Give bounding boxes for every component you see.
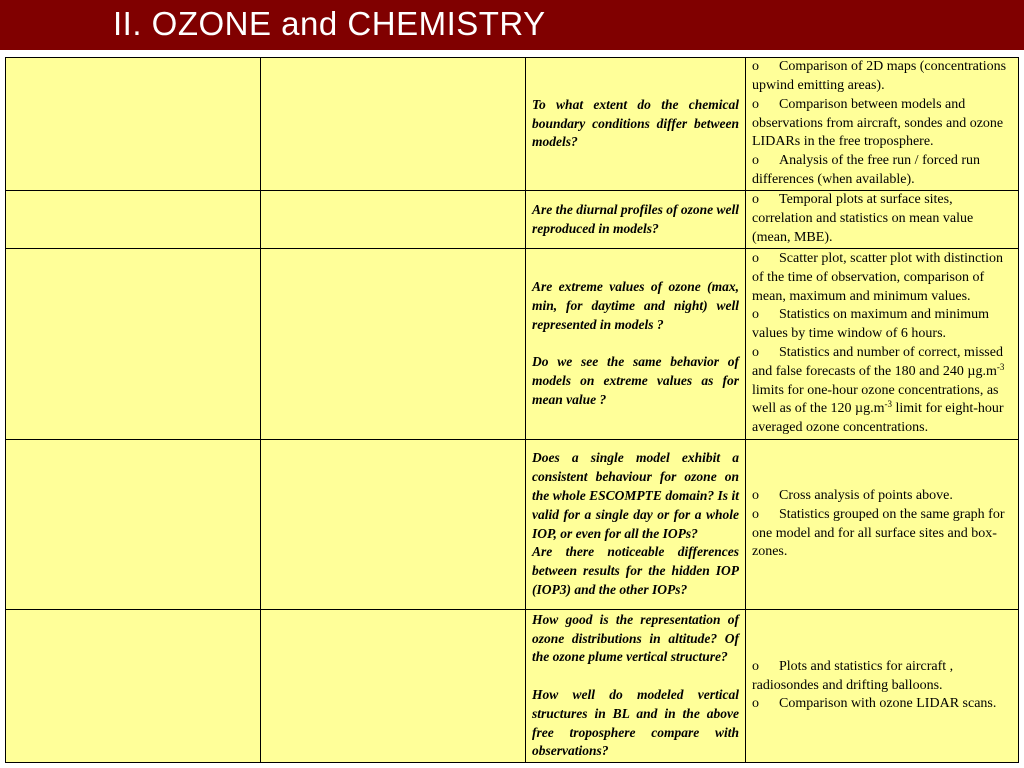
empty-cell xyxy=(6,610,261,763)
method-text: Statistics grouped on the same graph for one model and for all surface sites and box-zones. xyxy=(752,506,1005,560)
table-row xyxy=(6,191,1019,249)
question-cell xyxy=(526,249,746,440)
empty-cell xyxy=(261,610,526,763)
list-item xyxy=(752,506,1012,562)
bullet-icon: o xyxy=(752,251,759,267)
bullet-icon: o xyxy=(752,506,759,522)
table-row xyxy=(6,58,1019,191)
question-text: How good is the representation of ozone distributions in altitude? Of the ozone plume vertical structure? xyxy=(532,611,739,665)
empty-cell xyxy=(261,440,526,610)
superscript: -3 xyxy=(884,399,892,410)
slide-title: II. OZONE and CHEMISTRY xyxy=(113,5,546,42)
list-item xyxy=(752,96,1012,152)
method-text: Analysis of the free run / forced run differences (when available). xyxy=(752,153,980,187)
method-cell xyxy=(746,610,1019,763)
empty-cell xyxy=(6,58,261,191)
superscript: -3 xyxy=(996,361,1005,372)
bullet-icon: o xyxy=(752,658,759,674)
bullet-icon: o xyxy=(752,345,759,360)
method-text: limit for eight-hour averaged ozone concentrations. xyxy=(752,401,1004,436)
bullet-icon: o xyxy=(752,487,759,503)
bullet-icon: o xyxy=(752,307,759,323)
method-text: Plots and statistics for aircraft , radiosondes and drifting balloons. xyxy=(752,658,954,693)
table-row xyxy=(6,440,1019,610)
question-text: To what extent do the chemical boundary conditions differ between models? xyxy=(532,96,739,150)
method-text: Temporal plots at surface sites, correlation and statistics on mean value (mean, MBE). xyxy=(752,192,974,245)
method-cell xyxy=(746,191,1019,249)
question-text: Do we see the same behavior of models on extreme values as for mean value ? xyxy=(532,354,739,407)
method-cell xyxy=(746,249,1019,440)
list-item xyxy=(752,152,1012,190)
bullet-icon: o xyxy=(752,153,759,169)
question-cell xyxy=(526,58,746,191)
evaluation-table xyxy=(5,57,1019,763)
bullet-icon: o xyxy=(752,59,759,75)
empty-cell xyxy=(6,440,261,610)
method-text: Comparison between models and observations from aircraft, sondes and ozone LIDARs in the free troposphere. xyxy=(752,96,1004,150)
table-row xyxy=(6,249,1019,440)
empty-cell xyxy=(261,191,526,249)
question-text: Are extreme values of ozone (max, min, for daytime and night) well represented in models ? xyxy=(532,279,739,332)
empty-cell xyxy=(6,191,261,249)
list-item xyxy=(752,695,1012,714)
list-item xyxy=(752,58,1012,96)
bullet-icon: o xyxy=(752,696,759,712)
empty-cell xyxy=(261,249,526,440)
method-cell xyxy=(746,440,1019,610)
list-item xyxy=(752,344,1012,438)
list-item xyxy=(752,306,1012,344)
question-text: Are the diurnal profiles of ozone well reproduced in models? xyxy=(532,201,740,236)
question-text: Are there noticeable differences between results for the hidden IOP (IOP3) and the other IOPs? xyxy=(532,544,739,597)
question-cell xyxy=(526,191,746,249)
method-text: Statistics on maximum and minimum values by time window of 6 hours. xyxy=(752,307,989,342)
list-item xyxy=(752,191,1012,247)
bullet-icon: o xyxy=(752,96,759,112)
list-item xyxy=(752,250,1012,306)
method-text: Scatter plot, scatter plot with distinction of the time of observation, comparison of mean, maximum and minimum values. xyxy=(752,251,1003,304)
list-item xyxy=(752,487,1012,506)
question-text: How well do modeled vertical structures in BL and in the above free troposphere compare with observations? xyxy=(532,687,739,759)
method-cell xyxy=(746,58,1019,191)
method-text: Comparison of 2D maps (concentrations upwind emitting areas). xyxy=(752,59,1007,93)
question-cell xyxy=(526,610,746,763)
table-row xyxy=(6,610,1019,763)
method-text: Statistics and number of correct, missed and false forecasts of the 180 and 240 µg.m xyxy=(752,345,1003,379)
empty-cell xyxy=(6,249,261,440)
empty-cell xyxy=(261,58,526,191)
method-text: Cross analysis of points above. xyxy=(779,487,953,503)
method-text: limits for one-hour ozone concentrations, as well as of the 120 µg.m xyxy=(752,382,999,417)
method-text: Comparison with ozone LIDAR scans. xyxy=(779,696,997,712)
title-bar xyxy=(0,0,1024,50)
question-cell xyxy=(526,440,746,610)
question-text: Does a single model exhibit a consistent behaviour for ozone on the whole ESCOMPTE domain? Is it valid for a single day or for a whole IOP, or even for all the IOPs? xyxy=(532,450,739,541)
list-item xyxy=(752,658,1012,696)
bullet-icon: o xyxy=(752,192,759,208)
